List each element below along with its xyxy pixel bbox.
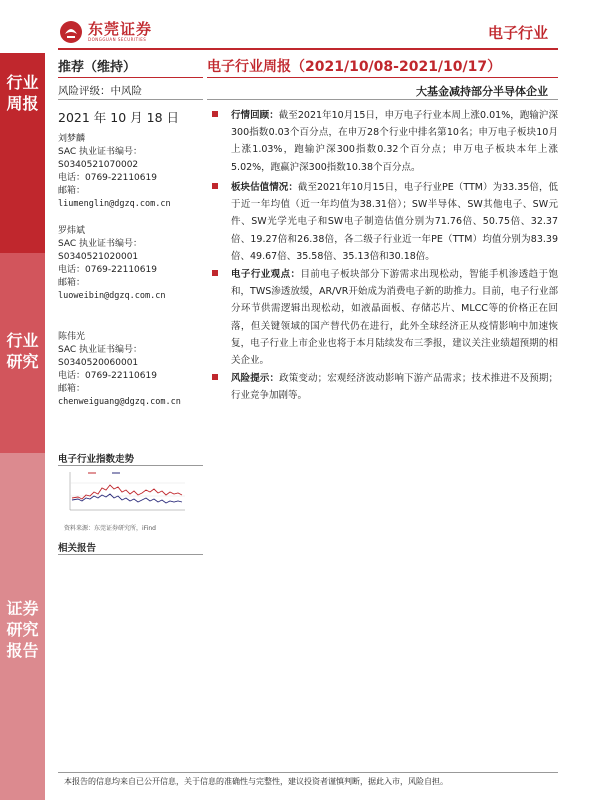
bullet-label: 电子行业观点： [231, 269, 301, 280]
analyst-email[interactable]: liumenglin@dgzq.com.cn [58, 199, 171, 209]
report-title: 电子行业周报（2021/10/08-2021/10/17） [207, 59, 502, 75]
logo-mark-icon [58, 19, 84, 45]
analyst-email-label: 邮箱： [58, 278, 86, 288]
chart-source-note: 资料来源：东莞证券研究所，iFind [64, 525, 156, 532]
index-trend-chart [60, 468, 190, 518]
analyst-sac-number: S0340521070002 [58, 160, 139, 170]
risk-divider [58, 99, 203, 100]
related-reports-title: 相关报告 [58, 543, 97, 554]
risk-warning-bullet [212, 370, 558, 404]
report-subtitle: 大基金减持部分半导体企业 [416, 85, 548, 98]
bullet-paragraph [231, 179, 558, 265]
company-logo [58, 18, 152, 46]
bullet-paragraph [231, 107, 558, 176]
analyst-name: 罗炜斌 [58, 226, 86, 236]
bullet-square-icon [212, 111, 218, 117]
investment-rating: 推荐（维持） [58, 60, 137, 75]
analyst-name: 刘梦麟 [58, 134, 86, 144]
bullet-label: 风险提示： [231, 373, 280, 384]
analyst-sac-label: SAC 执业证书编号： [58, 239, 143, 249]
footer-divider [58, 772, 558, 773]
analyst-phone: 电话：0769-22110619 [58, 265, 157, 275]
analyst-email[interactable]: luoweibin@dgzq.com.cn [58, 291, 166, 301]
analyst-email[interactable]: chenweiguang@dgzq.com.cn [58, 397, 181, 407]
industry-view-bullet [212, 266, 558, 369]
footer-disclaimer: 本报告的信息均来自已公开信息，关于信息的准确性与完整性，建议投资者谨慎判断，据此入市，风险自担。 [64, 777, 448, 786]
bullet-label: 行情回顾： [231, 110, 279, 121]
bullet-text: 截至2021年10月15日，电子行业PE（TTM）为33.35倍，低于近一年均值（近一年均值为38.31倍）；SW半导体、SW其他电子、SW元件、SW光学光电子和SW电子制造估值分别为71.76倍、50.75倍、32.37倍、19.27倍和26.38倍，各二级子行业近一年PE（TTM）均值分别为83.39倍、49.67倍、35.58倍、35.13倍和30.18倍。 [231, 182, 558, 262]
logo-english-name: DONGGUAN SECURITIES [88, 37, 147, 42]
market-review-bullet [212, 107, 558, 176]
title-divider [207, 77, 558, 78]
analyst-email-label: 邮箱： [58, 186, 86, 196]
analyst-card [58, 133, 171, 211]
analyst-email-label: 邮箱： [58, 384, 86, 394]
bullet-text: 目前电子板块部分下游需求出现松动，智能手机渗透趋于饱和，TWS渗透放缓，AR/VR开始成为消费电子新的助推力。目前，电子行业部分环节供需逻辑出现松动，如液晶面板、存储芯片、MLCC等的价格正在回落，但关键领域的国产替代仍在进行，此外全球经济正从疫情影响中加速恢复，电子行业上市企业也将于本月陆续发布三季报，建议关注业绩超预期的相关企业。 [231, 269, 558, 367]
analyst-sac-number: S0340520060001 [58, 358, 139, 368]
bullet-paragraph [231, 370, 558, 404]
bullet-text: 截至2021年10月15日，申万电子行业本周上涨0.01%，跑输沪深300指数0.03个百分点，在申万28个行业中排名第10名；申万电子板块10月上涨1.03%，跑输沪深300指数0.32个百分点；申万电子板块本年上涨5.02%，跑赢沪深300指数10.38个百分点。 [231, 110, 558, 173]
analyst-phone: 电话：0769-22110619 [58, 173, 157, 183]
header-divider [58, 48, 558, 50]
report-date: 2021 年 10 月 18 日 [58, 110, 179, 125]
risk-rating: 风险评级：中风险 [58, 85, 142, 97]
analyst-card [58, 225, 165, 303]
index-chart-title: 电子行业指数走势 [58, 454, 135, 465]
analyst-sac-label: SAC 执业证书编号： [58, 147, 143, 157]
bullet-square-icon [212, 183, 218, 189]
bullet-square-icon [212, 270, 218, 276]
bullet-square-icon [212, 374, 218, 380]
index-chart-divider [58, 465, 203, 466]
bullet-text: 政策变动；宏观经济波动影响下游产品需求；技术推进不及预期；行业竞争加剧等。 [231, 373, 558, 402]
related-reports-divider [58, 554, 203, 555]
rating-divider [58, 77, 203, 78]
analyst-card [58, 331, 181, 409]
valuation-bullet [212, 179, 558, 265]
analyst-phone: 电话：0769-22110619 [58, 371, 157, 381]
logo-name: 东莞证券 [88, 20, 153, 38]
analyst-sac-number: S0340521020001 [58, 252, 139, 262]
subtitle-divider [207, 99, 558, 100]
analyst-name: 陈伟光 [58, 332, 86, 342]
side-label-report: 证券研究报告 [6, 599, 39, 660]
side-label-research: 行业研究 [6, 331, 39, 371]
analyst-sac-label: SAC 执业证书编号： [58, 345, 143, 355]
index-trend-plot [60, 468, 190, 518]
bullet-label: 板块估值情况： [231, 182, 298, 193]
bullet-paragraph [231, 266, 558, 369]
side-label-weekly: 行业周报 [6, 73, 39, 113]
series-red-line [72, 485, 182, 499]
industry-tag: 电子行业 [487, 24, 548, 42]
